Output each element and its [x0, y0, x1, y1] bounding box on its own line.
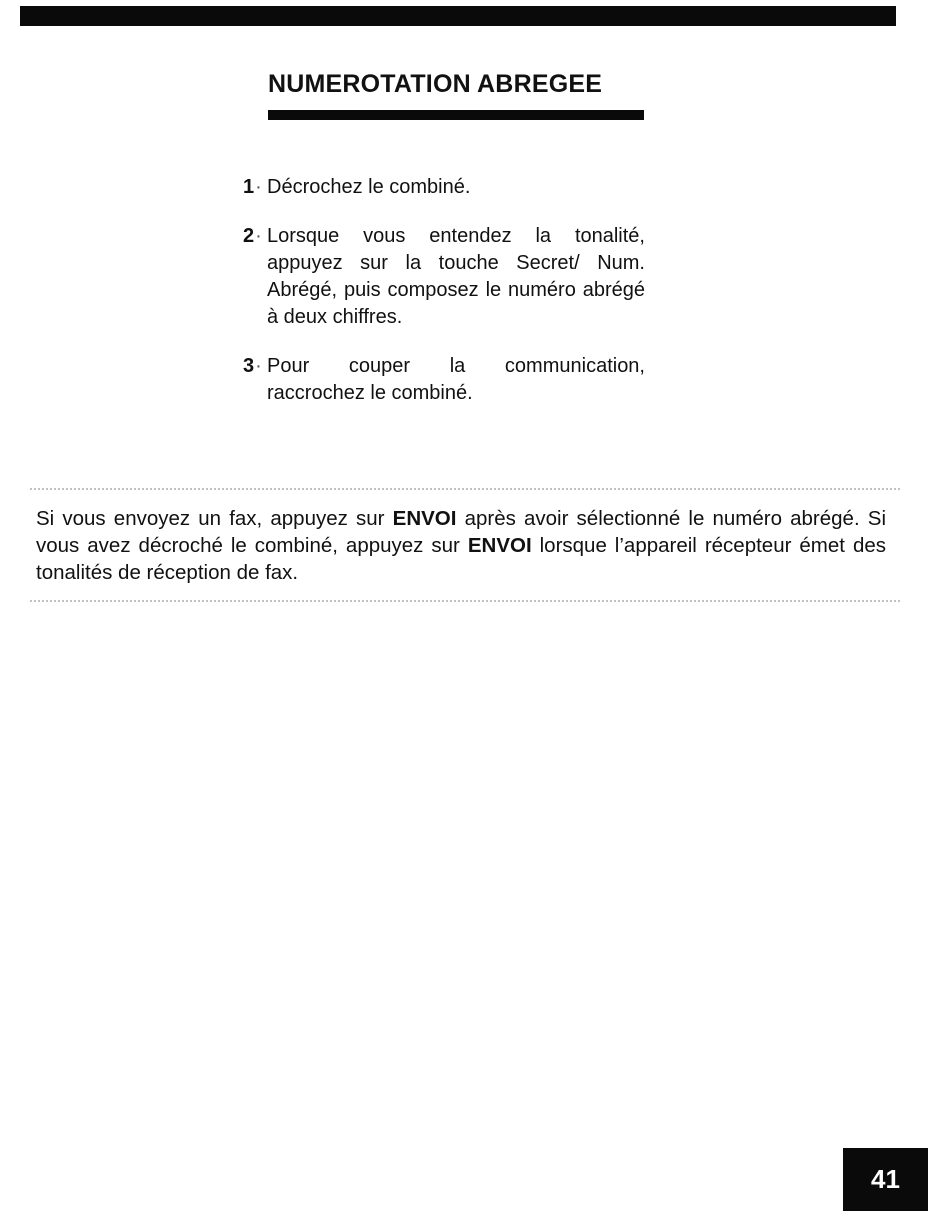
page-number-tab — [843, 1148, 928, 1211]
step-text: Lorsque vous entendez la tonalité, appuyez sur la touche Secret/ Num. Abrégé, puis composez le numéro abrégé à deux chiffres. — [267, 225, 645, 328]
page-number: 41 — [871, 1164, 900, 1194]
step-text: Décrochez le combiné. — [267, 176, 471, 198]
step-text: Pour couper la communication, raccrochez le combiné. — [267, 355, 645, 404]
envoi-keyword: ENVOI — [392, 507, 457, 530]
page-title: NUMEROTATION ABREGEE — [268, 70, 603, 98]
note-text: lorsque l’appareil récepteur émet des tonalités de réception de fax. — [36, 534, 886, 584]
step-number: 3 · — [243, 353, 262, 380]
title-underline — [268, 110, 644, 120]
header-bar — [20, 6, 896, 26]
step-item-2 — [243, 223, 645, 331]
step-number: 1 · — [243, 174, 262, 201]
step-item-1 — [243, 174, 645, 201]
step-number: 2 · — [243, 223, 262, 250]
note-text: après avoir sélectionné le numéro abrégé. Si vous avez décroché le combiné, appuyez sur — [36, 507, 886, 557]
envoi-keyword: ENVOI — [467, 534, 532, 557]
step-item-3 — [243, 353, 645, 407]
instruction-steps — [243, 174, 645, 429]
fax-note — [36, 505, 886, 586]
note-divider-top — [30, 488, 900, 490]
note-divider-bottom — [30, 600, 900, 602]
note-text: Si vous envoyez un fax, appuyez sur — [36, 507, 393, 530]
